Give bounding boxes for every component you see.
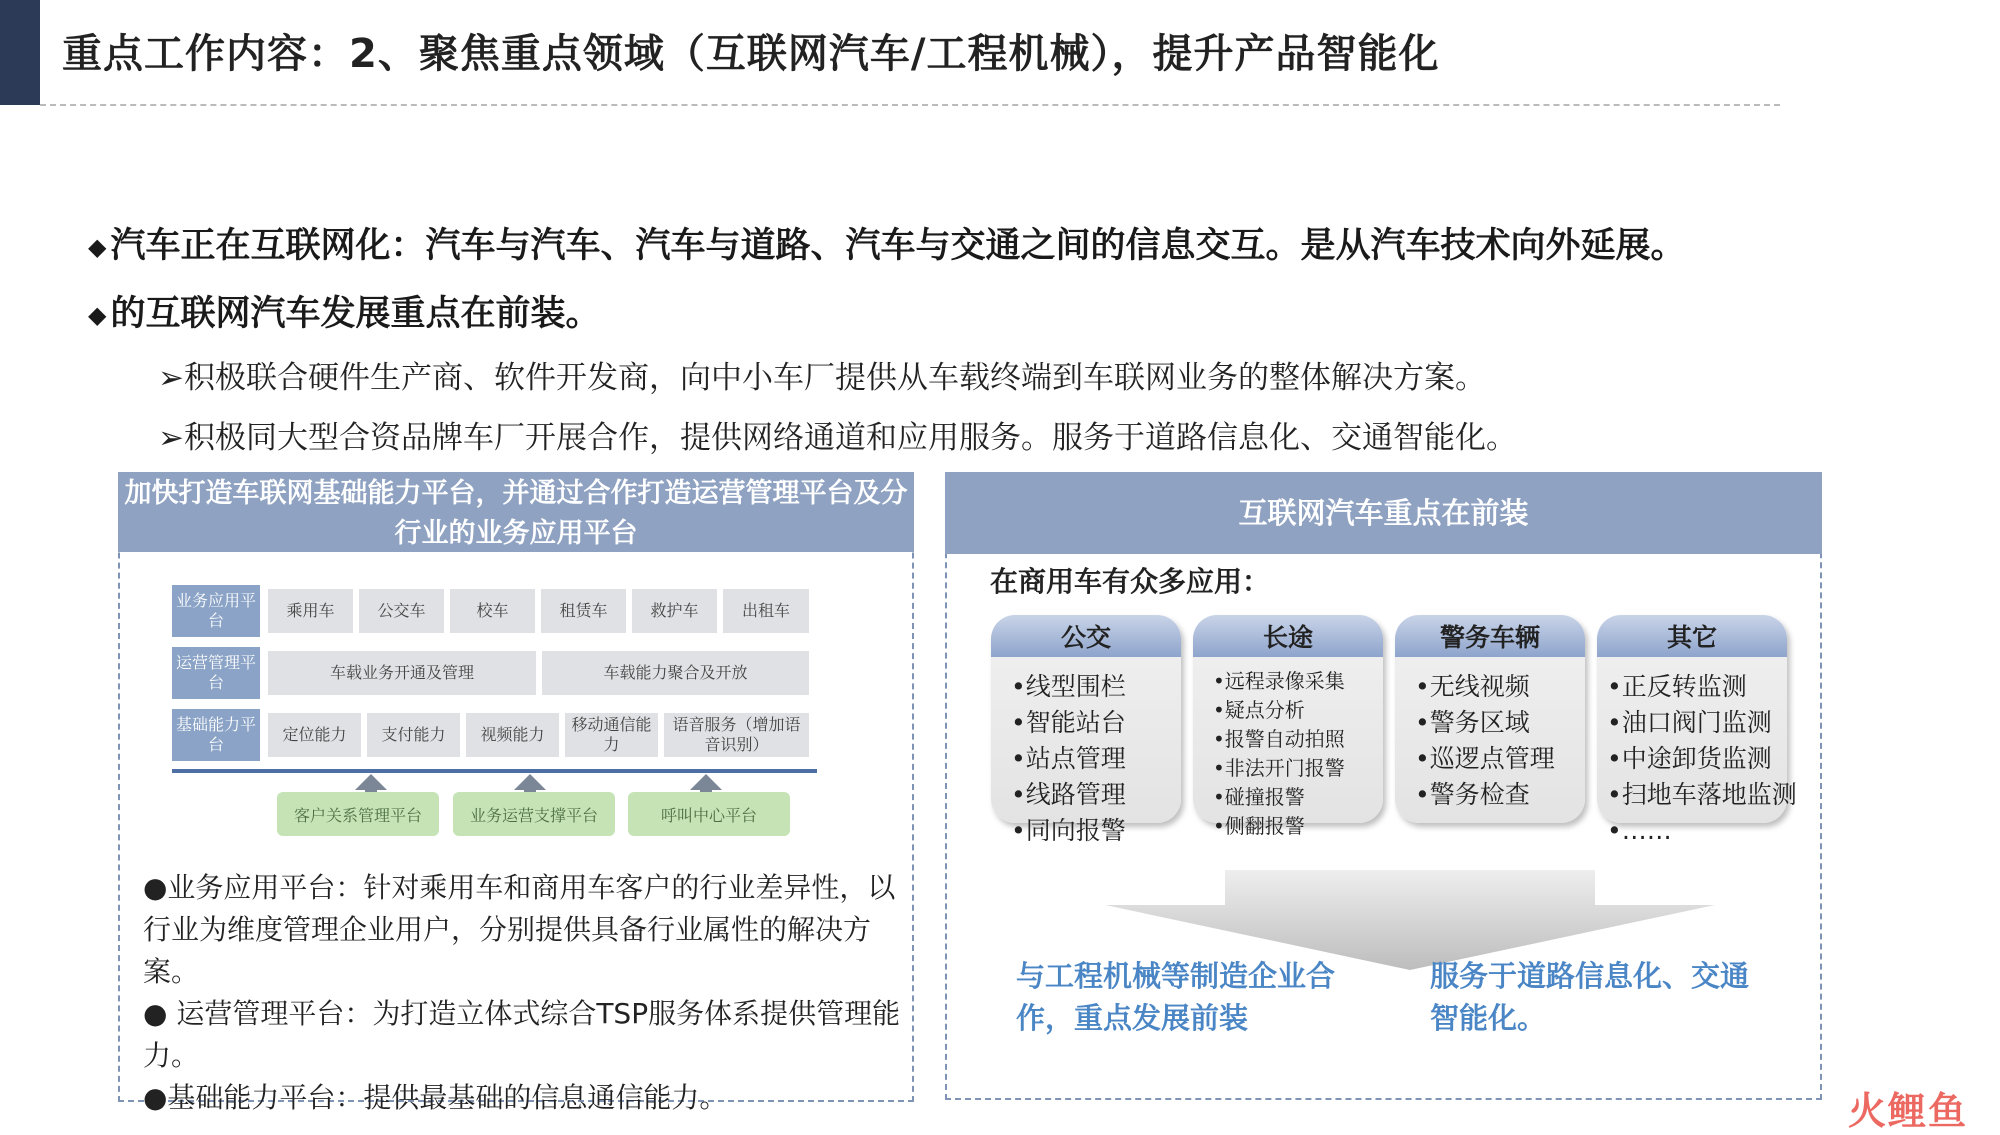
conclusion-left: 与工程机械等制造企业合作，重点发展前装 xyxy=(1016,959,1336,1035)
list-item: •警务区域 xyxy=(1415,708,1530,737)
list-item: •疑点分析 xyxy=(1213,698,1305,722)
list-item: •站点管理 xyxy=(1011,744,1126,773)
support-platform-crm: 客户关系管理平台 xyxy=(277,792,439,836)
list-item: •巡逻点管理 xyxy=(1415,744,1555,773)
diamond-bullet-icon: ◆ xyxy=(88,301,107,329)
bullet-1: ◆ 汽车正在互联网化：汽车与汽车、汽车与道路、汽车与交通之间的信息交互。是从汽车技术向外延展。 xyxy=(88,226,1686,266)
cell-operations-1: 车载业务开通及管理 xyxy=(268,651,536,695)
watermark-logo: 火鲤鱼 xyxy=(1848,1089,1969,1133)
app-card-title: 其它 xyxy=(1597,615,1787,657)
app-card-bus xyxy=(991,615,1181,845)
arrow-bullet-icon: ➢ xyxy=(158,420,184,456)
cell-basic-3: 视频能力 xyxy=(466,713,559,757)
app-card-title: 长途 xyxy=(1193,615,1383,657)
subbullet-2: ➢积极同大型合资品牌车厂开展合作，提供网络通道和应用服务。服务于道路信息化、交通智能化。 xyxy=(158,420,1517,456)
support-platform-callcenter: 呼叫中心平台 xyxy=(628,792,790,836)
row-label-operations: 运营管理平台 xyxy=(172,647,260,699)
cell-basic-1: 定位能力 xyxy=(268,713,361,757)
row-label-basic: 基础能力平台 xyxy=(172,709,260,761)
list-item: •警务检查 xyxy=(1415,780,1530,809)
cell-basic-2: 支付能力 xyxy=(367,713,460,757)
list-item: •扫地车落地监测 xyxy=(1607,780,1797,809)
list-item: •智能站台 xyxy=(1011,708,1126,737)
arrow-bullet-icon: ➢ xyxy=(158,360,184,396)
subbullet-1: ➢积极联合硬件生产商、软件开发商，向中小车厂提供从车载终端到车联网业务的整体解决方案。 xyxy=(158,360,1486,396)
description-basic-platform: ●基础能力平台：提供最基础的信息通信能力。 xyxy=(143,1081,728,1114)
list-item: •侧翻报警 xyxy=(1213,814,1305,838)
cell-operations-2: 车载能力聚合及开放 xyxy=(542,651,809,695)
list-item: •中途卸货监测 xyxy=(1607,744,1772,773)
cell-business-3: 校车 xyxy=(450,589,535,633)
app-card-other xyxy=(1597,615,1797,845)
list-item: •…… xyxy=(1607,816,1672,845)
cell-business-2: 公交车 xyxy=(359,589,444,633)
cell-business-4: 租赁车 xyxy=(541,589,626,633)
cell-business-6: 出租车 xyxy=(723,589,809,633)
list-item: •碰撞报警 xyxy=(1213,785,1305,809)
list-item: •报警自动拍照 xyxy=(1213,727,1345,751)
list-item: •油口阀门监测 xyxy=(1607,708,1772,737)
cell-business-1: 乘用车 xyxy=(268,589,353,633)
list-item: •同向报警 xyxy=(1011,816,1126,845)
platform-diagram xyxy=(172,585,817,775)
list-item: •线路管理 xyxy=(1011,780,1126,809)
title-accent-bar xyxy=(0,0,40,105)
page-title: 重点工作内容：2、聚焦重点领域（互联网汽车/工程机械），提升产品智能化 xyxy=(62,31,1440,77)
cell-business-5: 救护车 xyxy=(632,589,717,633)
row-label-business: 业务应用平台 xyxy=(172,585,260,637)
app-card-longdistance xyxy=(1193,615,1383,838)
list-item: •远程录像采集 xyxy=(1213,669,1345,693)
app-card-police xyxy=(1395,615,1585,823)
app-card-title: 公交 xyxy=(991,615,1181,657)
bullet-2: ◆ 的互联网汽车发展重点在前装。 xyxy=(88,294,601,334)
support-platform-operations: 业务运营支撑平台 xyxy=(453,792,615,836)
right-panel-header: 互联网汽车重点在前装 xyxy=(945,472,1822,554)
list-item: •线型围栏 xyxy=(1011,672,1126,701)
list-item: •正反转监测 xyxy=(1607,672,1747,701)
conclusion-right: 服务于道路信息化、交通智能化。 xyxy=(1430,959,1750,1035)
applications-intro: 在商用车有众多应用： xyxy=(990,565,1271,598)
platform-base-line xyxy=(172,769,817,773)
description-business-platform: ●业务应用平台：针对乘用车和商用车客户的行业差异性，以行业为维度管理企业用户，分别提供具备行业属性的解决方案。 xyxy=(143,871,896,988)
list-item: •无线视频 xyxy=(1415,672,1530,701)
left-panel-header: 加快打造车联网基础能力平台，并通过合作打造运营管理平台及分行业的业务应用平台 xyxy=(118,472,914,552)
title-divider xyxy=(40,104,1780,106)
cell-basic-4: 移动通信能力 xyxy=(565,713,658,757)
cell-basic-5: 语音服务（增加语音识别） xyxy=(664,713,809,757)
description-operations-platform: ● 运营管理平台：为打造立体式综合TSP服务体系提供管理能力。 xyxy=(143,997,901,1072)
app-card-title: 警务车辆 xyxy=(1395,615,1585,657)
diamond-bullet-icon: ◆ xyxy=(88,233,107,261)
list-item: •非法开门报警 xyxy=(1213,756,1345,780)
